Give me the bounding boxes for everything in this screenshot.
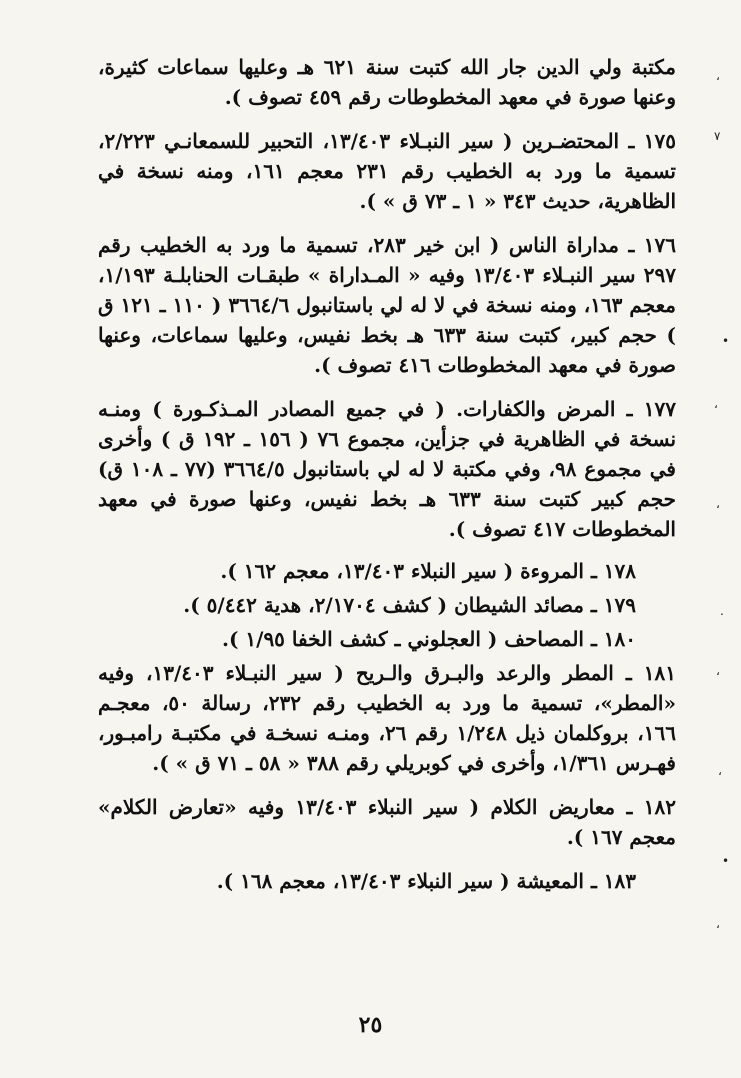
- page-number: ٢٥: [358, 1012, 383, 1038]
- margin-mark: .: [720, 604, 724, 618]
- margin-mark: ،: [716, 497, 720, 511]
- margin-mark: ٧: [714, 129, 721, 143]
- margin-mark: ،: [714, 397, 718, 411]
- entry-175: ١٧٥ ـ المحتضـرين ( سير النبـلاء ١٣/٤٠٣، التحبير للسمعانـي ٢/٢٢٣، تسمية ما ورد به الخطيب رقم ٢٣١ معجم ١٦١، ومنه نسخة في الظاهرية، حديث ٣٤٣ « ١ ـ ٧٣ ق » ).: [98, 129, 676, 213]
- entry-180: ١٨٠ ـ المصاحف ( العجلوني ـ كشف الخفا ١/٩٥ ).: [222, 627, 636, 651]
- entry-177: ١٧٧ ـ المرض والكفارات. ( في جميع المصادر المـذكـورة ) ومنـه نسخة في الظاهرية في جزأين، مجموع ٧٦ ( ١٥٦ ـ ١٩٢ ق ) وأخرى في مجموع ٩٨، وفي مكتبة لا له لي باستانبول ٣٦٦٤/٥ (٧٧ ـ ١٠٨ ق) حجم كبير كتبت سنة ٦٣٣ هـ بخط نفيس، وعنها صورة في معهد المخطوطات ٤١٧ تصوف ).: [98, 397, 677, 541]
- entry-178: ١٧٨ ـ المروءة ( سير النبلاء ١٣/٤٠٣، معجم ١٦٢ ).: [220, 559, 636, 583]
- paragraph-intro: مكتبة ولي الدين جار الله كتبت سنة ٦٢١ هـ وعليها سماعات كثيرة، وعنها صورة في معهد المخطوطات رقم ٤٥٩ تصوف ).: [98, 55, 676, 109]
- margin-mark: ،: [718, 764, 722, 778]
- margin-mark: ،: [716, 917, 720, 931]
- entry-182: ١٨٢ ـ معاريض الكلام ( سير النبلاء ١٣/٤٠٣ وفيه «تعارض الكلام» معجم ١٦٧ ).: [98, 795, 676, 849]
- margin-mark: •: [722, 854, 730, 868]
- entry-176: ١٧٦ ـ مداراة الناس ( ابن خير ٢٨٣، تسمية ما ورد به الخطيب رقم ٢٩٧ سير النبـلاء ١٣/٤٠٣ وفيه « المـداراة » طبقـات الحنابلـة ١/١٩٣، معجم ١٦٣، ومنه نسخة في لا له لي باستانبول ٣٦٦٤/٦ ( ١١٠ ـ ١٢١ ق ) حجم كبير، كتبت سنة ٦٣٣ هـ بخط نفيس، وعليها سماعات، وعنها صورة في معهد المخطوطات ٤١٦ تصوف ).: [98, 233, 677, 377]
- margin-mark: ،: [716, 664, 720, 678]
- entry-179: ١٧٩ ـ مصائد الشيطان ( كشف ٢/١٧٠٤، هدية ٥/٤٤٢ ).: [183, 593, 636, 617]
- margin-mark: •: [722, 334, 730, 348]
- entry-183: ١٨٣ ـ المعيشة ( سير النبلاء ١٣/٤٠٣، معجم ١٦٨ ).: [216, 869, 636, 893]
- page-body: [98, 52, 676, 896]
- entry-181: ١٨١ ـ المطر والرعد والبـرق والـريح ( سير النبـلاء ١٣/٤٠٣، وفيه «المطر»، تسمية ما ورد به الخطيب رقم ٢٣٢، رسالة ٥٠، معجـم ١٦٦، بروكلمان ذيل ١/٢٤٨ رقم ٢٦، ومنـه نسخـة في مكتبـة رامبـور، فهـرس ١/٣٦١، وأخرى في كوبريلي رقم ٣٨٨ « ٥٨ ـ ٧١ ق » ).: [98, 661, 676, 775]
- margin-mark: ،: [716, 69, 720, 83]
